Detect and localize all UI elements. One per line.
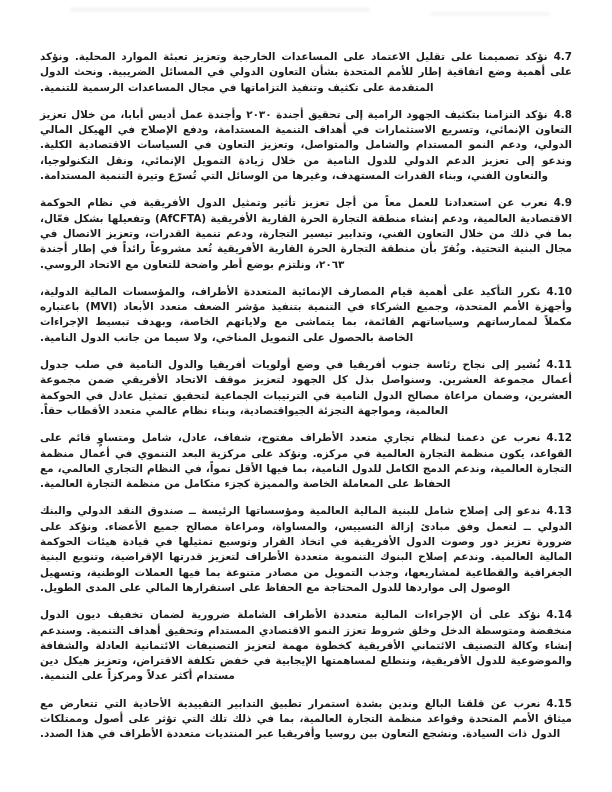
scan-artifact <box>430 12 550 16</box>
paragraph-number: 4.13 <box>546 505 572 518</box>
paragraph-text: نُشير إلى نجاح رئاسة جنوب أفريقيا في وضع أولويات أفريقيا والدول النامية في صلب جدول أعمال مجموعة العشرين. وسنواصل بذل كل الجهود لتعزيز موقف الاتحاد الأفريقي ضمن مجموعة العشرين، وضمان مراعاة مصالح الدول النامية في الترتيبات الجماعية لتحقيق تمثيل عادل في الحوكمة العالمية، ومواجهة التجزئة الجيواقتصادية، وبناء نظام عالمي متعدد الأقطاب حقاً. <box>40 359 572 417</box>
numbered-paragraph <box>40 108 572 184</box>
paragraph-number: 4.14 <box>546 609 572 622</box>
paragraph-text: ندعو إلى إصلاح شامل للبنية المالية العالمية ومؤسساتها الرئيسة ــ صندوق النقد الدولي والبنك الدولي ــ لتعمل وفق مبادئ إزالة التسييس، والمساواة، ومراعاة مصالح جميع الأعضاء. ونؤكد على ضرورة تعزيز دور وصوت الدول الأفريقية في اتخاذ القرار وتوسيع تمثيلها في قيادة هيئات الحوكمة المالية العالمية. وندعم إصلاح البنوك التنموية متعددة الأطراف لتعزيز قدرتها الإقراضية، وتنويع البنية الجغرافية والقطاعية لمشاريعها، وجذب التمويل من مصادر متنوعة بما فيها العملات الوطنية، وتسهيل الوصول إلى مواردها للدول المحتاجة مع الحفاظ على استقرارها المالي على المدى الطويل. <box>40 505 572 594</box>
paragraph-number: 4.11 <box>546 359 572 372</box>
paragraph-text: نؤكد تصميمنا على تقليل الاعتماد على المساعدات الخارجية وتعزيز تعبئة الموارد المحلية. ونؤكد على أهمية وضع اتفاقية إطار للأمم المتحدة بشأن التعاون الدولي في المسائل الضريبية. ونحث الدول المتقدمة على تكثيف وتنفيذ التزاماتها في مجال المساعدات الرسمية للتنمية. <box>40 51 572 94</box>
paragraph-number: 4.8 <box>553 108 572 121</box>
paragraph-text: نعرب عن استعدادنا للعمل معاً من أجل تعزيز تأثير وتمثيل الدول الأفريقية في نظام الحوكمة الاقتصادية العالمية، ودعم إنشاء منطقة التجارة الحرة القارية الأفريقية (AfCFTA) وتفعيلها بشكل فعّال، بما في ذلك من خلال التعاون الفني، وتدابير تيسير التجارة، ودعم تنمية القدرات، وتعزيز الاتصال في مجال البنية التحتية. ونُقرّ بأن منطقة التجارة الحرة القارية الأفريقية تُعد مشروعاً رائداً في إطار أجندة ٢٠٦٣، ونلتزم بوضع أطر واضحة للتعاون مع الاتحاد الروسي. <box>40 197 573 271</box>
paragraph-number: 4.9 <box>553 197 572 210</box>
numbered-paragraph <box>40 608 572 684</box>
paragraph-text: نؤكد التزامنا بتكثيف الجهود الرامية إلى تحقيق أجندة ٢٠٣٠ وأجندة عمل أديس أبابا، من خلال تعزيز التعاون الإنمائي، وتسريع الاستثمارات في أهداف التنمية المستدامة، ودفع الإصلاح في الهيكل المالي الدولي، ودعم النمو المستدام والشامل والمتواصل، وتعزيز التعاون في السياسات الاقتصادية الكلية. وندعو إلى تعزيز الدعم الدولي للدول النامية من خلال زيادة التمويل الإنمائي، ونقل التكنولوجيا، والتعاون الفني، وبناء القدرات المستهدف، وغيرها من الوسائل التي تُسرّع وتيرة التنمية المستدامة. <box>40 108 572 183</box>
scan-artifact <box>70 7 370 12</box>
paragraph-number: 4.7 <box>553 51 572 63</box>
paragraph-text: نكرر التأكيد على أهمية قيام المصارف الإنمائية المتعددة الأطراف، والمؤسسات المالية الدولية، وأجهزة الأمم المتحدة، وجميع الشركاء في التنمية بتنفيذ مؤشر الضعف متعدد الأبعاد (MVI) باعتباره مكملاً لممارساتهم وسياساتهم القائمة، بما يتماشى مع ولاياتهم الخاصة، وبهدف تبسيط الإجراءات الخاصة بالحصول على التمويل المناخي، ولا سيما من جانب الدول النامية. <box>40 285 572 344</box>
paragraph-list <box>40 50 572 755</box>
numbered-paragraph <box>40 697 572 743</box>
paragraph-number: 4.12 <box>546 432 572 445</box>
paragraph-number: 4.10 <box>546 285 572 298</box>
numbered-paragraph <box>40 285 572 346</box>
paragraph-text: نعرب عن دعمنا لنظام تجاري متعدد الأطراف مفتوح، شفاف، عادل، شامل ومتساوٍ قائم على القواعد، يكون منظمة التجارة العالمية في مركزه. ونؤكد على مركزية البعد التنموي في أعمال منظمة التجارة العالمية، وندعم الدمج الكامل للدول النامية، بما فيها الأقل نمواً، في النظام التجاري العالمي، مع الحفاظ على المعاملة الخاصة والمميزة كجزء متكامل من منظمة التجارة العالمية. <box>39 432 572 491</box>
numbered-paragraph <box>40 431 572 492</box>
numbered-paragraph <box>40 196 572 272</box>
numbered-paragraph <box>40 358 572 419</box>
paragraph-number: 4.15 <box>546 697 572 710</box>
paragraph-text: نؤكد على أن الإجراءات المالية متعددة الأطراف الشاملة ضرورية لضمان تخفيف ديون الدول منخفضة ومتوسطة الدخل وخلق شروط تعزز النمو الاقتصادي المستدام وتحقيق أهداف التنمية. وسندعم إنشاء وكالة التصنيف الائتماني الأفريقية كخطوة مهمة لتعزيز التصنيفات الائتمانية العادلة والشفافة والموضوعية للدول الأفريقية، ونتطلع لمساهمتها الإيجابية في خفض تكلفة الاقتراض، وتعزيز هيكل دين مستدام أكثر عدلاً ومركزاً على التنمية. <box>40 609 572 683</box>
numbered-paragraph <box>40 504 572 596</box>
paragraph-text: نعرب عن قلقنا البالغ وندين بشدة استمرار تطبيق التدابير التقييدية الأحادية التي تتعارض مع ميثاق الأمم المتحدة وقواعد منظمة التجارة العالمية، بما في ذلك تلك التي تؤثر على أصول وممتلكات الدول ذات السيادة. ونشجع التعاون بين روسيا وأفريقيا عبر المنتديات متعددة الأطراف في هذا الصدد. <box>40 697 572 741</box>
numbered-paragraph <box>40 50 572 96</box>
